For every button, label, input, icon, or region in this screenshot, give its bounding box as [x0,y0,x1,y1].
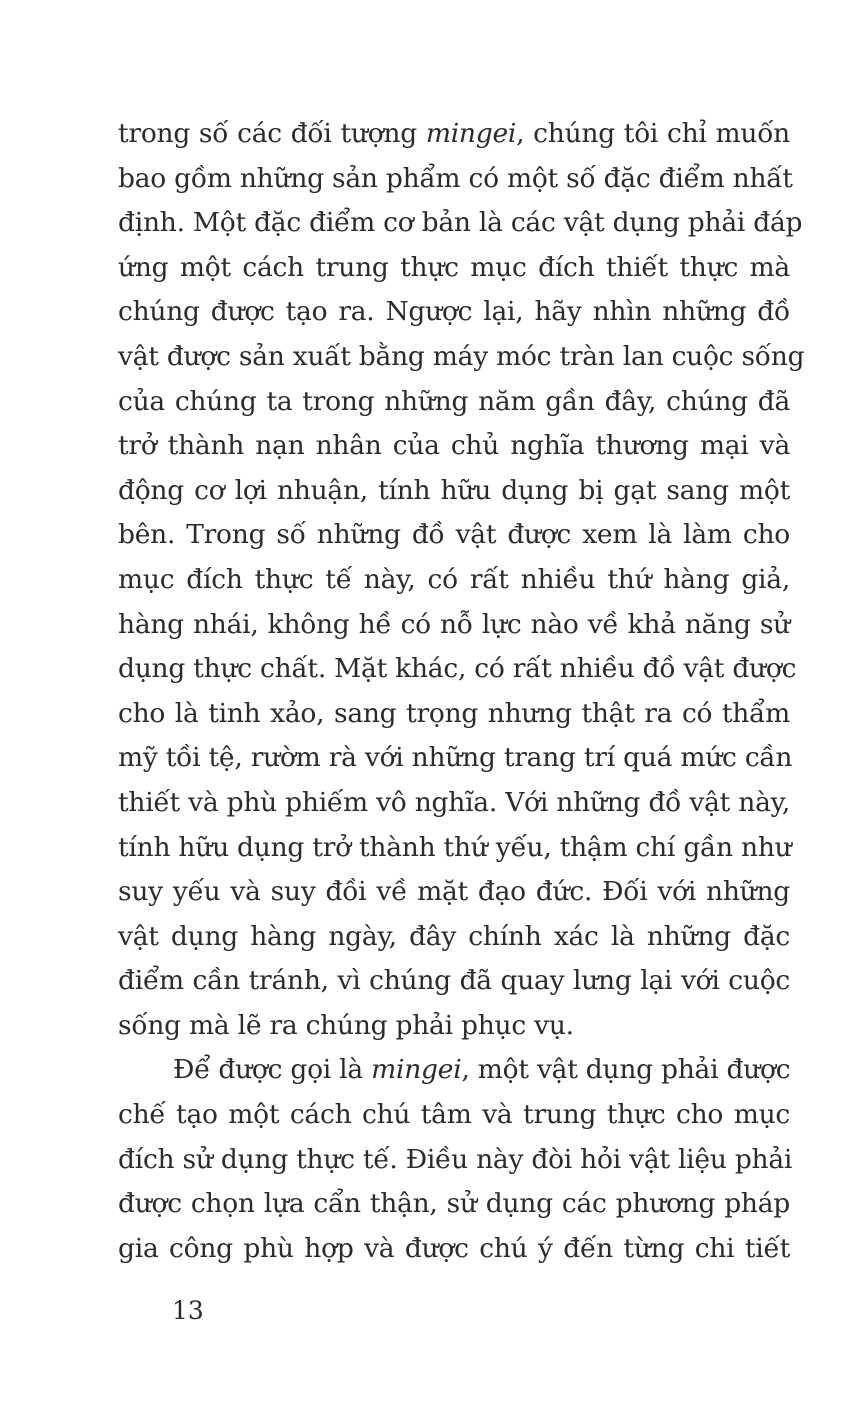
text-line: mục đích thực tế này, có rất nhiều thứ hàng giả, [118,563,790,595]
text-line: bên. Trong số những đồ vật được xem là làm cho [118,519,790,551]
text-line: mỹ tồi tệ, rườm rà với những trang trí quá mức cần [118,742,793,774]
text-line: vật được sản xuất bằng máy móc tràn lan cuộc sống [118,340,805,372]
text-line: vật dụng hàng ngày, đây chính xác là những đặc [118,920,790,952]
italic-term: mingei [371,1054,462,1086]
text-line: Để được gọi là mingei, một vật dụng phải được [173,1054,791,1086]
text-line: dụng thực chất. Mặt khác, có rất nhiều đồ vật được [118,653,797,685]
italic-term: mingei [425,118,517,149]
text-line: chế tạo một cách chú tâm và trung thực cho mục [118,1099,790,1131]
text-line: động cơ lợi nhuận, tính hữu dụng bị gạt sang một [118,474,790,506]
text-line: hàng nhái, không hề có nỗ lực nào về khả năng sử [118,608,790,640]
text-line: cho là tinh xảo, sang trọng nhưng thật ra có thẩm [118,697,790,729]
text-line: trở thành nạn nhân của chủ nghĩa thương mại và [118,430,790,462]
text-line: trong số các đối tượng mingei, chúng tôi chỉ muốn [118,118,790,149]
paragraph [118,1048,793,1271]
text-line: thiết và phù phiếm vô nghĩa. Với những đồ vật này, [118,786,790,818]
text-line: tính hữu dụng trở thành thứ yếu, thậm chí gần như [118,831,792,863]
paragraph [118,112,805,1048]
text-line: suy yếu và suy đồi về mặt đạo đức. Đối với những [118,876,790,908]
text-line: được chọn lựa cẩn thận, sử dụng các phương pháp [118,1188,790,1220]
text-line: ứng một cách trung thực mục đích thiết thực mà [118,251,790,283]
text-line: của chúng ta trong những năm gần đây, chúng đã [118,385,790,417]
text-line: định. Một đặc điểm cơ bản là các vật dụng phải đáp [118,207,803,239]
text-line: gia công phù hợp và được chú ý đến từng chi tiết [118,1232,790,1264]
text-line: bao gồm những sản phẩm có một số đặc điểm nhất [118,162,793,194]
body-text [118,112,805,1271]
text-line: sống mà lẽ ra chúng phải phục vụ. [118,1009,574,1041]
text-line: điểm cần tránh, vì chúng đã quay lưng lại với cuộc [118,965,790,997]
text-line: chúng được tạo ra. Ngược lại, hãy nhìn những đồ [118,296,790,328]
page-number: 13 [172,1296,204,1325]
text-line: đích sử dụng thực tế. Điều này đòi hỏi vật liệu phải [118,1143,793,1175]
